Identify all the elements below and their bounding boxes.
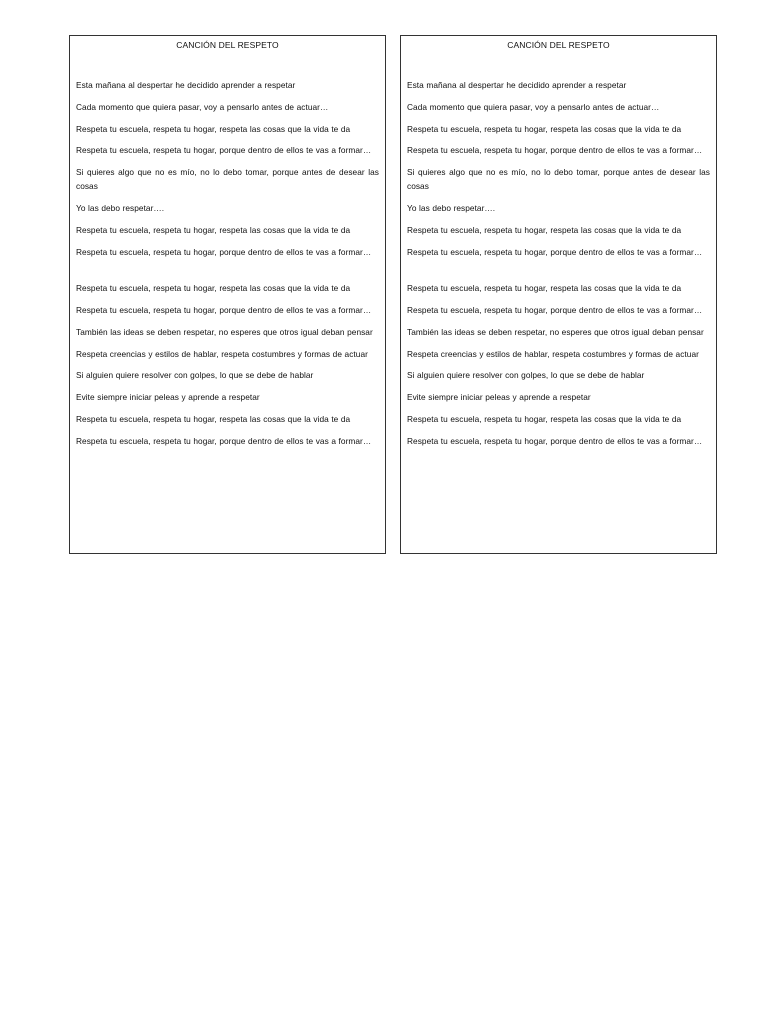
- verse-line: Respeta creencias y estilos de hablar, respeta costumbres y formas de actuar: [76, 348, 368, 359]
- verse-line: Respeta tu escuela, respeta tu hogar, respeta las cosas que la vida te da: [76, 283, 351, 294]
- verse-line: Respeta tu escuela, respeta tu hogar, porque dentro de ellos te vas a formar…: [76, 435, 372, 446]
- verse-line: Respeta tu escuela, respeta tu hogar, porque dentro de ellos te vas a formar…: [76, 304, 372, 315]
- verse-line: Respeta tu escuela, respeta tu hogar, respeta las cosas que la vida te da: [76, 225, 351, 236]
- verse-line: Yo las debo respetar….: [407, 203, 496, 214]
- verse-line: Respeta tu escuela, respeta tu hogar, porque dentro de ellos te vas a formar…: [76, 246, 372, 257]
- verse-line: Respeta tu escuela, respeta tu hogar, porque dentro de ellos te vas a formar…: [407, 304, 703, 315]
- verse-line: Si quieres algo que no es mío, no lo debo tomar, porque antes de desear las cosas: [407, 167, 710, 192]
- lyrics-card-left: [69, 35, 386, 554]
- verse-line: También las ideas se deben respetar, no esperes que otros igual deban pensar: [76, 326, 373, 337]
- verse-line: Respeta tu escuela, respeta tu hogar, respeta las cosas que la vida te da: [407, 123, 682, 134]
- card-title: CANCIÓN DEL RESPETO: [507, 40, 610, 50]
- verse-line: Respeta tu escuela, respeta tu hogar, respeta las cosas que la vida te da: [407, 413, 682, 424]
- verse-line: Respeta tu escuela, respeta tu hogar, respeta las cosas que la vida te da: [407, 225, 682, 236]
- verse-line: Respeta tu escuela, respeta tu hogar, porque dentro de ellos te vas a formar…: [407, 435, 703, 446]
- verse-line: Evite siempre iniciar peleas y aprende a respetar: [407, 392, 591, 403]
- verse-line: Respeta creencias y estilos de hablar, respeta costumbres y formas de actuar: [407, 348, 699, 359]
- verse-line: Si alguien quiere resolver con golpes, lo que se debe de hablar: [407, 370, 645, 381]
- verse-line: Esta mañana al despertar he decidido aprender a respetar: [407, 80, 627, 90]
- verse-line: Respeta tu escuela, respeta tu hogar, porque dentro de ellos te vas a formar…: [76, 145, 372, 156]
- verse-line: Si alguien quiere resolver con golpes, lo que se debe de hablar: [76, 370, 314, 381]
- verse-line: Cada momento que quiera pasar, voy a pensarlo antes de actuar…: [76, 101, 329, 112]
- verse-line: Cada momento que quiera pasar, voy a pensarlo antes de actuar…: [407, 101, 660, 112]
- verse-line: Respeta tu escuela, respeta tu hogar, respeta las cosas que la vida te da: [76, 413, 351, 424]
- lyrics-card-right: [400, 35, 717, 554]
- verse-line: También las ideas se deben respetar, no esperes que otros igual deban pensar: [407, 326, 704, 337]
- verse-line: Esta mañana al despertar he decidido aprender a respetar: [76, 80, 296, 90]
- verse-line: Respeta tu escuela, respeta tu hogar, porque dentro de ellos te vas a formar…: [407, 246, 703, 257]
- verse-line: Yo las debo respetar….: [76, 203, 165, 214]
- card-title: CANCIÓN DEL RESPETO: [176, 40, 279, 50]
- verse-line: Si quieres algo que no es mío, no lo debo tomar, porque antes de desear las cosas: [76, 167, 379, 192]
- verse-line: Respeta tu escuela, respeta tu hogar, respeta las cosas que la vida te da: [76, 123, 351, 134]
- verse-line: Respeta tu escuela, respeta tu hogar, porque dentro de ellos te vas a formar…: [407, 145, 703, 156]
- verse-line: Evite siempre iniciar peleas y aprende a respetar: [76, 392, 260, 403]
- verse-line: Respeta tu escuela, respeta tu hogar, respeta las cosas que la vida te da: [407, 283, 682, 294]
